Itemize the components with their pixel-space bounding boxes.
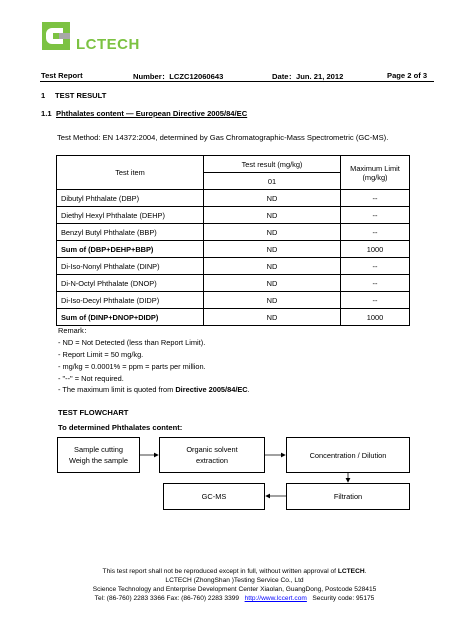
row-item-cell: Di-Iso-Nonyl Phthalate (DINP) bbox=[57, 258, 204, 275]
row-item-cell: Dibutyl Phthalate (DBP) bbox=[57, 190, 204, 207]
report-number: Number：LCZC12060643 bbox=[133, 72, 224, 81]
row-item-cell: Diethyl Hexyl Phthalate (DEHP) bbox=[57, 207, 204, 224]
flow-step-extraction-line1: Organic solvent bbox=[186, 445, 238, 454]
col-header-limit-line2: (mg/kg) bbox=[362, 172, 388, 182]
col-header-item: Test item bbox=[57, 156, 204, 190]
footer-website-link[interactable]: http://www.lccert.com bbox=[244, 595, 307, 602]
col-header-limit-line1: Maximum Limit bbox=[350, 163, 400, 173]
row-result-cell: ND bbox=[204, 275, 341, 292]
col-header-sample: 01 bbox=[204, 173, 341, 190]
test-method: Test Method: EN 14372:2004, determined by Gas Chromatographic-Mass Spectrometric (GC-MS). bbox=[57, 133, 389, 142]
row-limit-cell: -- bbox=[341, 207, 410, 224]
footer-address: Science Technology and Enterprise Development Center Xiaolan, GuangDong, Postcode 528415 bbox=[92, 586, 377, 593]
remark-item: - mg/kg = 0.0001% = ppm = parts per million. bbox=[58, 362, 206, 371]
row-result-cell: ND bbox=[204, 292, 341, 309]
row-limit-cell: -- bbox=[341, 292, 410, 309]
flow-step-gcms: GC-MS bbox=[163, 483, 265, 510]
subsection-title: Phthalates content — European Directive 2005/84/EC bbox=[56, 109, 248, 118]
remark-item: - "--" = Not required. bbox=[58, 374, 124, 383]
col-header-result: Test result (mg/kg) bbox=[204, 156, 341, 173]
remarks-title: Remark： bbox=[58, 326, 92, 335]
flow-step-concentration: Concentration / Dilution bbox=[286, 437, 410, 473]
flow-step-sample-cutting-line1: Sample cutting bbox=[74, 445, 123, 454]
logo-brand-text: LCTECH bbox=[76, 36, 140, 53]
row-item-cell: Benzyl Butyl Phthalate (BBP) bbox=[57, 224, 204, 241]
footer-contact bbox=[0, 595, 469, 604]
row-limit-cell: -- bbox=[341, 224, 410, 241]
row-limit-cell: 1000 bbox=[341, 241, 410, 258]
remark-directive-suffix: . bbox=[247, 385, 250, 394]
flow-step-filtration: Filtration bbox=[286, 483, 410, 510]
remark-item: - ND = Not Detected (less than Report Limit). bbox=[58, 338, 206, 347]
footer-disclaimer-brand: LCTECH bbox=[337, 568, 365, 575]
footer-disclaimer bbox=[0, 568, 469, 577]
row-limit-cell: -- bbox=[341, 190, 410, 207]
row-item-cell: Di-N-Octyl Phthalate (DNOP) bbox=[57, 275, 204, 292]
section-title: TEST RESULT bbox=[55, 91, 107, 100]
row-result-cell: ND bbox=[204, 207, 341, 224]
row-result-cell: ND bbox=[204, 224, 341, 241]
footer-disclaimer-suffix: . bbox=[364, 568, 367, 575]
row-limit-cell: 1000 bbox=[341, 309, 410, 326]
report-label: Test Report bbox=[41, 71, 83, 80]
row-item-cell: Sum of (DINP+DNOP+DIDP) bbox=[57, 309, 204, 326]
row-limit-cell: -- bbox=[341, 275, 410, 292]
footer-tel-fax: Tel: (86-760) 2283 3366 Fax: (86-760) 2283 3399 bbox=[94, 595, 240, 602]
footer-security-code: Security code: 95175 bbox=[312, 595, 375, 602]
flow-step-extraction-line2: extraction bbox=[195, 456, 229, 465]
row-result-cell: ND bbox=[204, 241, 341, 258]
flowchart-subtitle: To determined Phthalates content: bbox=[58, 423, 183, 432]
row-result-cell: ND bbox=[204, 258, 341, 275]
row-limit-cell: -- bbox=[341, 258, 410, 275]
report-date: Date：Jun. 21, 2012 bbox=[272, 72, 344, 81]
row-item-cell: Di-Iso-Decyl Phthalate (DIDP) bbox=[57, 292, 204, 309]
footer-company: LCTECH (ZhongShan )Testing Service Co., Ltd bbox=[165, 577, 304, 584]
remark-directive-prefix: - The maximum limit is quoted from bbox=[58, 385, 176, 394]
flow-step-sample-cutting-line2: Weigh the sample bbox=[68, 456, 129, 465]
flowchart-title: TEST FLOWCHART bbox=[58, 408, 129, 417]
section-number: 1 bbox=[41, 91, 46, 100]
page-number: Page 2 of 3 bbox=[387, 71, 428, 80]
remark-item: - Report Limit = 50 mg/kg. bbox=[58, 350, 144, 359]
remark-directive-name: Directive 2005/84/EC bbox=[175, 385, 248, 394]
row-result-cell: ND bbox=[204, 309, 341, 326]
row-item-cell: Sum of (DBP+DEHP+BBP) bbox=[57, 241, 204, 258]
row-result-cell: ND bbox=[204, 190, 341, 207]
footer-disclaimer-prefix: This test report shall not be reproduced except in full, without written approval of bbox=[102, 568, 338, 575]
subsection-number: 1.1 bbox=[41, 109, 52, 118]
